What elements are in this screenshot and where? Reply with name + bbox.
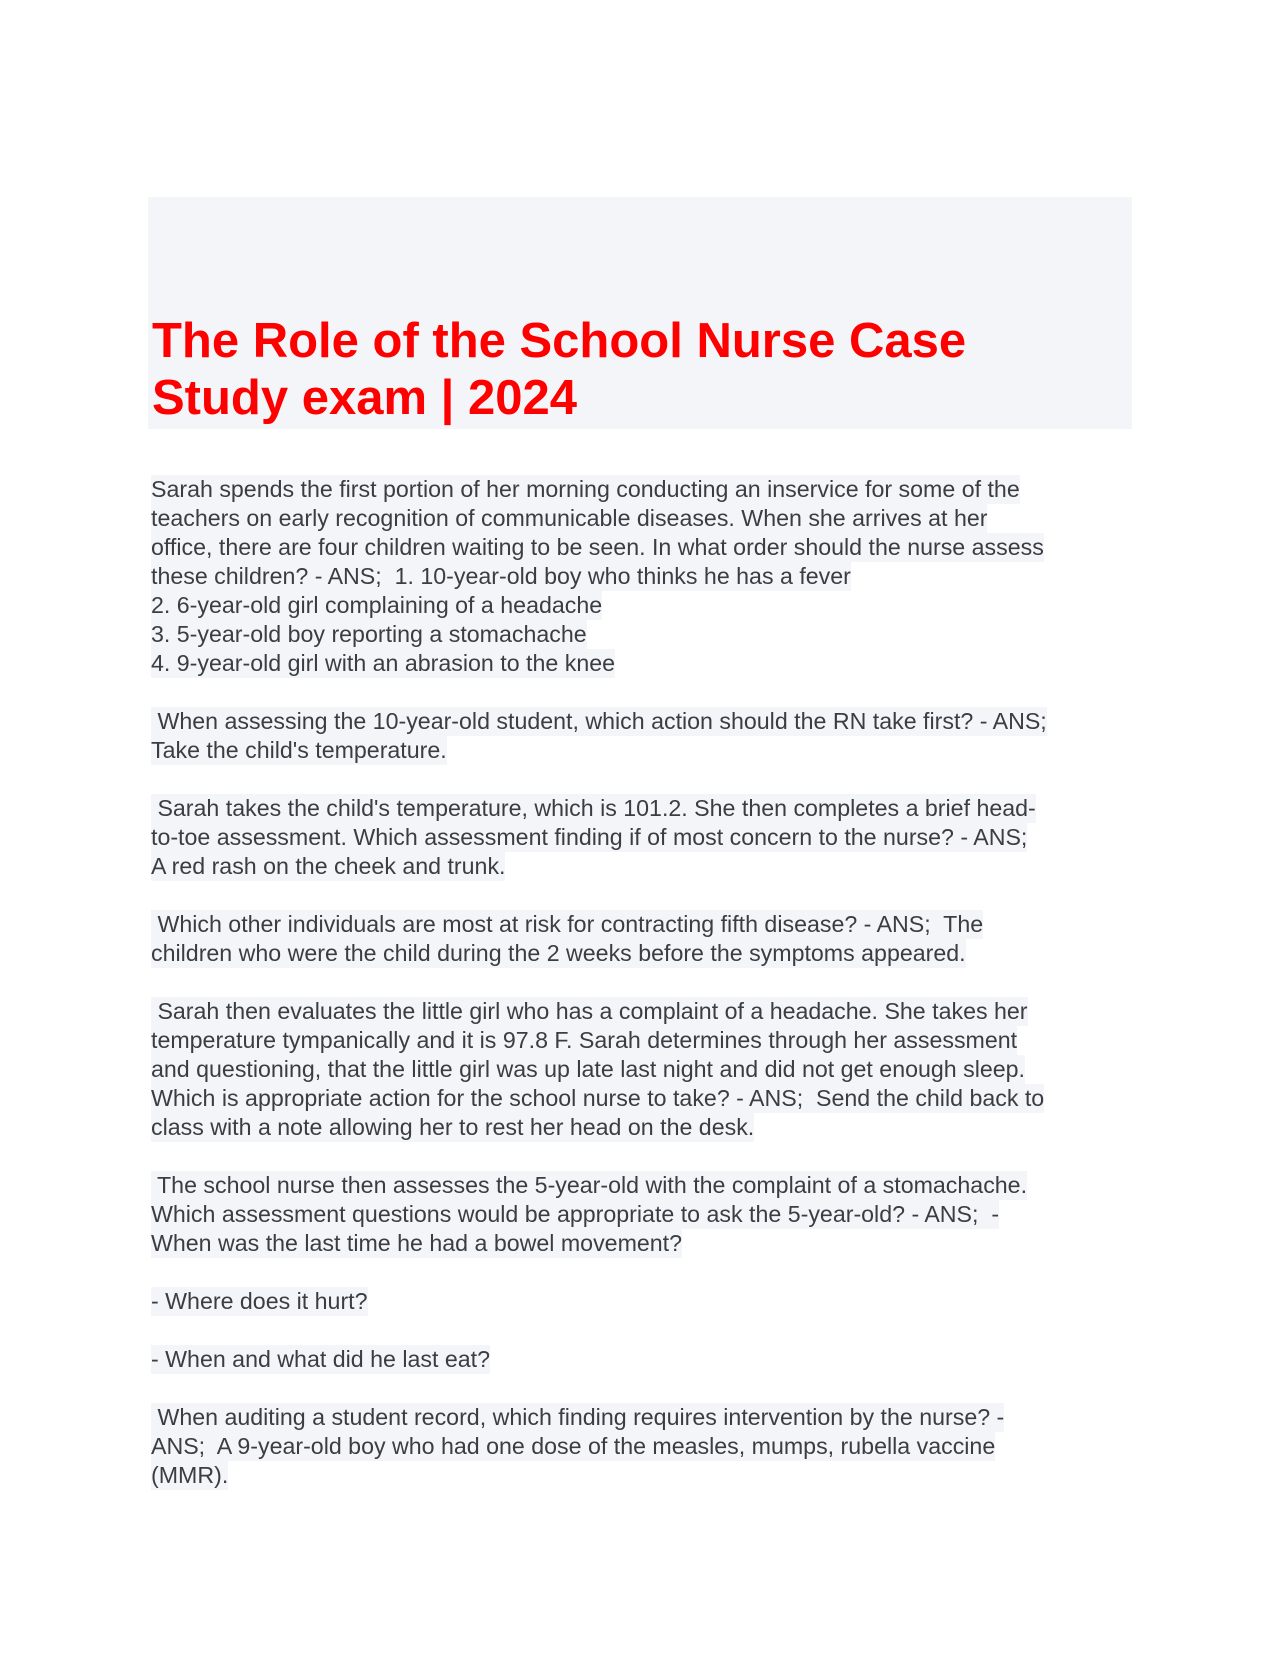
text-line: Sarah then evaluates the little girl who has a complaint of a headache. She takes her — [151, 998, 1028, 1024]
text-line: When assessing the 10-year-old student, which action should the RN take first? - ANS; — [151, 708, 1047, 734]
text-line: to-toe assessment. Which assessment finding if of most concern to the nurse? - ANS; — [151, 824, 1028, 850]
paragraph-temperature-finding — [151, 794, 1141, 881]
text-line: office, there are four children waiting to be seen. In what order should the nurse assess — [151, 534, 1044, 560]
text-line: temperature tympanically and it is 97.8 F. Sarah determines through her assessment — [151, 1027, 1018, 1053]
title-line-2: Study exam | 2024 — [152, 371, 577, 425]
text-line: Which other individuals are most at risk for contracting fifth disease? - ANS; The — [151, 911, 984, 937]
paragraph-headache-evaluation — [151, 997, 1141, 1142]
text-line: A red rash on the cheek and trunk. — [151, 853, 506, 879]
paragraph-where-hurt — [151, 1287, 1141, 1316]
paragraph-student-record — [151, 1403, 1141, 1490]
text-line: Sarah spends the first portion of her morning conducting an inservice for some of the — [151, 476, 1020, 502]
text-line: class with a note allowing her to rest her head on the desk. — [151, 1114, 755, 1140]
paragraph-last-eat — [151, 1345, 1141, 1374]
paragraph-fifth-disease-risk — [151, 910, 1141, 968]
text-line: ANS; A 9-year-old boy who had one dose of the measles, mumps, rubella vaccine — [151, 1433, 996, 1459]
text-line: When was the last time he had a bowel movement? — [151, 1230, 683, 1256]
text-line: and questioning, that the little girl was up late last night and did not get enough sleep. — [151, 1056, 1026, 1082]
text-line: children who were the child during the 2 weeks before the symptoms appeared. — [151, 940, 966, 966]
text-line: 4. 9-year-old girl with an abrasion to the knee — [151, 650, 616, 676]
text-line: When auditing a student record, which finding requires intervention by the nurse? - — [151, 1404, 1005, 1430]
text-line: - Where does it hurt? — [151, 1288, 368, 1314]
text-line: Which assessment questions would be appropriate to ask the 5-year-old? - ANS; - — [151, 1201, 1000, 1227]
text-line: Sarah takes the child's temperature, which is 101.2. She then completes a brief head- — [151, 795, 1036, 821]
text-line: 3. 5-year-old boy reporting a stomachache — [151, 621, 587, 647]
paragraph-order-of-assessment — [151, 475, 1141, 678]
document-body — [151, 475, 1141, 1519]
paragraph-first-action — [151, 707, 1141, 765]
text-line: (MMR). — [151, 1462, 229, 1488]
text-line: - When and what did he last eat? — [151, 1346, 491, 1372]
text-line: teachers on early recognition of communicable diseases. When she arrives at her — [151, 505, 988, 531]
text-line: these children? - ANS; 1. 10-year-old boy who thinks he has a fever — [151, 563, 851, 589]
title-line-1: The Role of the School Nurse Case — [152, 314, 967, 368]
document-title — [152, 313, 1112, 427]
paragraph-stomachache-questions — [151, 1171, 1141, 1258]
title-block — [148, 197, 1132, 429]
text-line: 2. 6-year-old girl complaining of a headache — [151, 592, 603, 618]
text-line: Which is appropriate action for the school nurse to take? - ANS; Send the child back to — [151, 1085, 1045, 1111]
text-line: Take the child's temperature. — [151, 737, 447, 763]
text-line: The school nurse then assesses the 5-year-old with the complaint of a stomachache. — [151, 1172, 1028, 1198]
